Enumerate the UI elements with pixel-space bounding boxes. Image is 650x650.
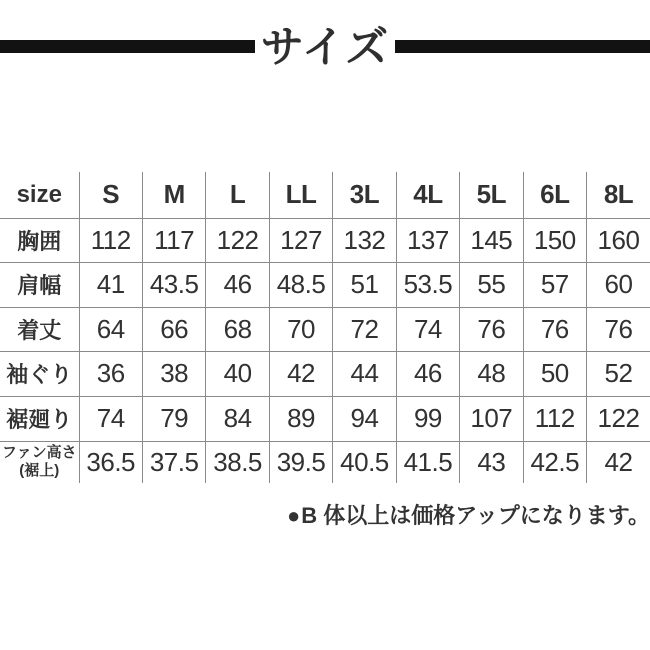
size-column-header-m: M [142, 172, 205, 218]
value-cell: 84 [206, 396, 269, 441]
title-block [0, 19, 650, 73]
value-cell: 99 [396, 396, 459, 441]
price-note [287, 503, 650, 529]
value-cell: 117 [142, 218, 205, 262]
value-cell: 74 [79, 396, 142, 441]
value-cell: 41 [79, 262, 142, 307]
value-cell: 122 [206, 218, 269, 262]
value-cell: 122 [587, 396, 650, 441]
value-cell: 89 [269, 396, 332, 441]
value-cell: 132 [333, 218, 396, 262]
value-cell: 64 [79, 307, 142, 351]
value-cell: 70 [269, 307, 332, 351]
value-cell: 39.5 [269, 441, 332, 483]
value-cell: 36 [79, 351, 142, 396]
table-row-hem [0, 396, 650, 441]
size-column-header-s: S [79, 172, 142, 218]
row-label-length: 着丈 [0, 307, 79, 351]
value-cell: 44 [333, 351, 396, 396]
value-cell: 76 [460, 307, 523, 351]
value-cell: 79 [142, 396, 205, 441]
table-row-fan-height [0, 441, 650, 483]
table-row-shoulder [0, 262, 650, 307]
size-column-header-8l: 8L [587, 172, 650, 218]
value-cell: 40 [206, 351, 269, 396]
value-cell: 43.5 [142, 262, 205, 307]
fan-height-label-line2: (裾上) [19, 462, 60, 480]
row-label-armhole: 袖ぐり [0, 351, 79, 396]
value-cell: 41.5 [396, 441, 459, 483]
title-left-bar [0, 40, 255, 53]
value-cell: 66 [142, 307, 205, 351]
value-cell: 127 [269, 218, 332, 262]
size-column-header-4l: 4L [396, 172, 459, 218]
value-cell: 112 [79, 218, 142, 262]
value-cell: 52 [587, 351, 650, 396]
title-right-bar [395, 40, 650, 53]
table-row-chest [0, 218, 650, 262]
table-header-row [0, 172, 650, 218]
table-row-length [0, 307, 650, 351]
value-cell: 53.5 [396, 262, 459, 307]
value-cell: 68 [206, 307, 269, 351]
value-cell: 94 [333, 396, 396, 441]
value-cell: 60 [587, 262, 650, 307]
row-label-shoulder: 肩幅 [0, 262, 79, 307]
row-label-hem: 裾廻り [0, 396, 79, 441]
value-cell: 48 [460, 351, 523, 396]
size-column-header-ll: LL [269, 172, 332, 218]
value-cell: 72 [333, 307, 396, 351]
value-cell: 42 [587, 441, 650, 483]
value-cell: 48.5 [269, 262, 332, 307]
value-cell: 43 [460, 441, 523, 483]
value-cell: 55 [460, 262, 523, 307]
value-cell: 38 [142, 351, 205, 396]
table-row-armhole [0, 351, 650, 396]
value-cell: 51 [333, 262, 396, 307]
value-cell: 160 [587, 218, 650, 262]
value-cell: 46 [396, 351, 459, 396]
value-cell: 145 [460, 218, 523, 262]
value-cell: 112 [523, 396, 586, 441]
row-label-fan-height [0, 441, 79, 483]
size-column-header-6l: 6L [523, 172, 586, 218]
value-cell: 76 [587, 307, 650, 351]
value-cell: 74 [396, 307, 459, 351]
bullet-icon: ● [287, 503, 301, 528]
size-column-header-3l: 3L [333, 172, 396, 218]
fan-height-label-line1: ファン高さ [1, 444, 77, 462]
value-cell: 137 [396, 218, 459, 262]
size-column-header-l: L [206, 172, 269, 218]
value-cell: 50 [523, 351, 586, 396]
value-cell: 76 [523, 307, 586, 351]
value-cell: 107 [460, 396, 523, 441]
value-cell: 42 [269, 351, 332, 396]
row-label-chest: 胸囲 [0, 218, 79, 262]
value-cell: 57 [523, 262, 586, 307]
page-title: サイズ [260, 23, 390, 72]
price-note-text: B 体以上は価格アップになります。 [301, 503, 650, 528]
value-cell: 40.5 [333, 441, 396, 483]
size-column-header-5l: 5L [460, 172, 523, 218]
value-cell: 46 [206, 262, 269, 307]
value-cell: 150 [523, 218, 586, 262]
value-cell: 38.5 [206, 441, 269, 483]
size-corner-header: size [0, 172, 79, 218]
value-cell: 36.5 [79, 441, 142, 483]
size-table [0, 172, 650, 483]
value-cell: 37.5 [142, 441, 205, 483]
value-cell: 42.5 [523, 441, 586, 483]
